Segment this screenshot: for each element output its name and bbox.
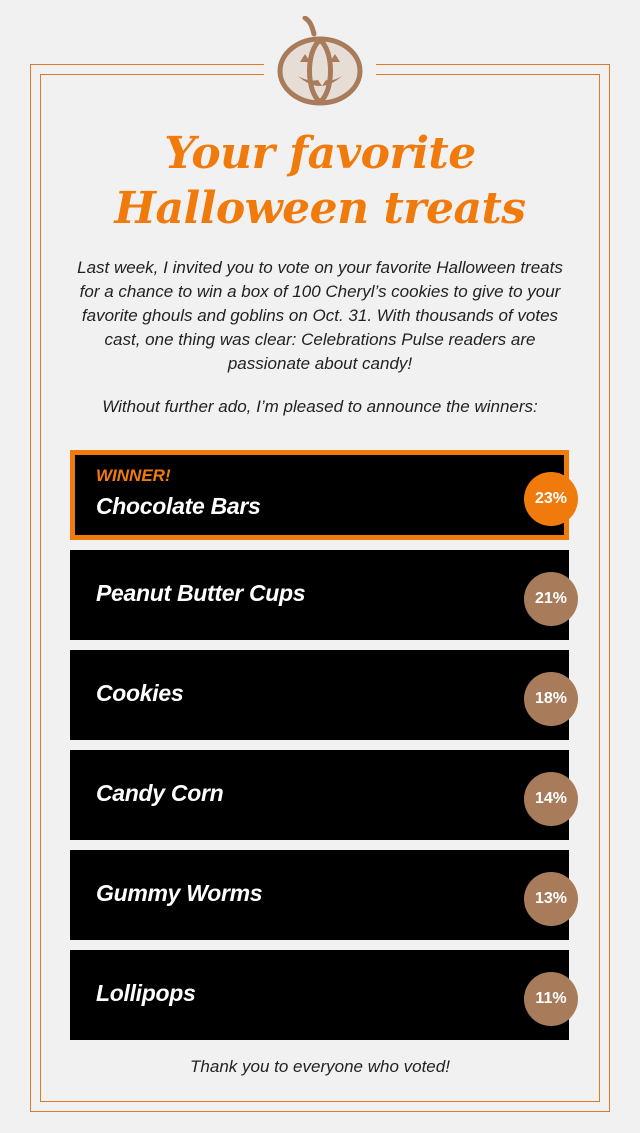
result-label: Candy Corn [96,780,224,806]
percent-badge: 13% [524,872,578,926]
result-label: Gummy Worms [96,880,263,906]
title-line-2: Halloween treats [114,183,526,234]
percent-badge: 21% [524,572,578,626]
winner-tag: WINNER! [96,466,171,485]
percent-badge: 18% [524,672,578,726]
intro-paragraph: Last week, I invited you to vote on your favorite Halloween treats for a chance to win a box of 100 Cheryl’s cookies to give to your favorite ghouls and goblins on Oct. 31. With thousands of votes cast, one thing was clear: Celebrations Pulse readers are passionate about candy! [77,258,563,373]
pumpkin-icon [270,16,370,108]
result-label: Peanut Butter Cups [96,580,306,606]
result-label: Lollipops [96,980,196,1006]
footer-thanks: Thank you to everyone who voted! [190,1057,450,1076]
title-line-1: Your favorite [164,128,476,179]
intro-announcement: Without further ado, I’m pleased to announce the winners: [102,397,538,416]
percent-badge: 23% [524,472,578,526]
result-row-gummy-worms [70,850,569,940]
result-row-cookies [70,650,569,740]
pumpkin-badge [264,10,376,110]
result-row-candy-corn [70,750,569,840]
percent-badge: 14% [524,772,578,826]
page-title [40,126,600,236]
result-label: Chocolate Bars [96,493,261,519]
result-row-chocolate-bars [70,450,569,540]
result-row-peanut-butter-cups [70,550,569,640]
percent-badge: 11% [524,972,578,1026]
result-row-lollipops [70,950,569,1040]
result-label: Cookies [96,680,184,706]
